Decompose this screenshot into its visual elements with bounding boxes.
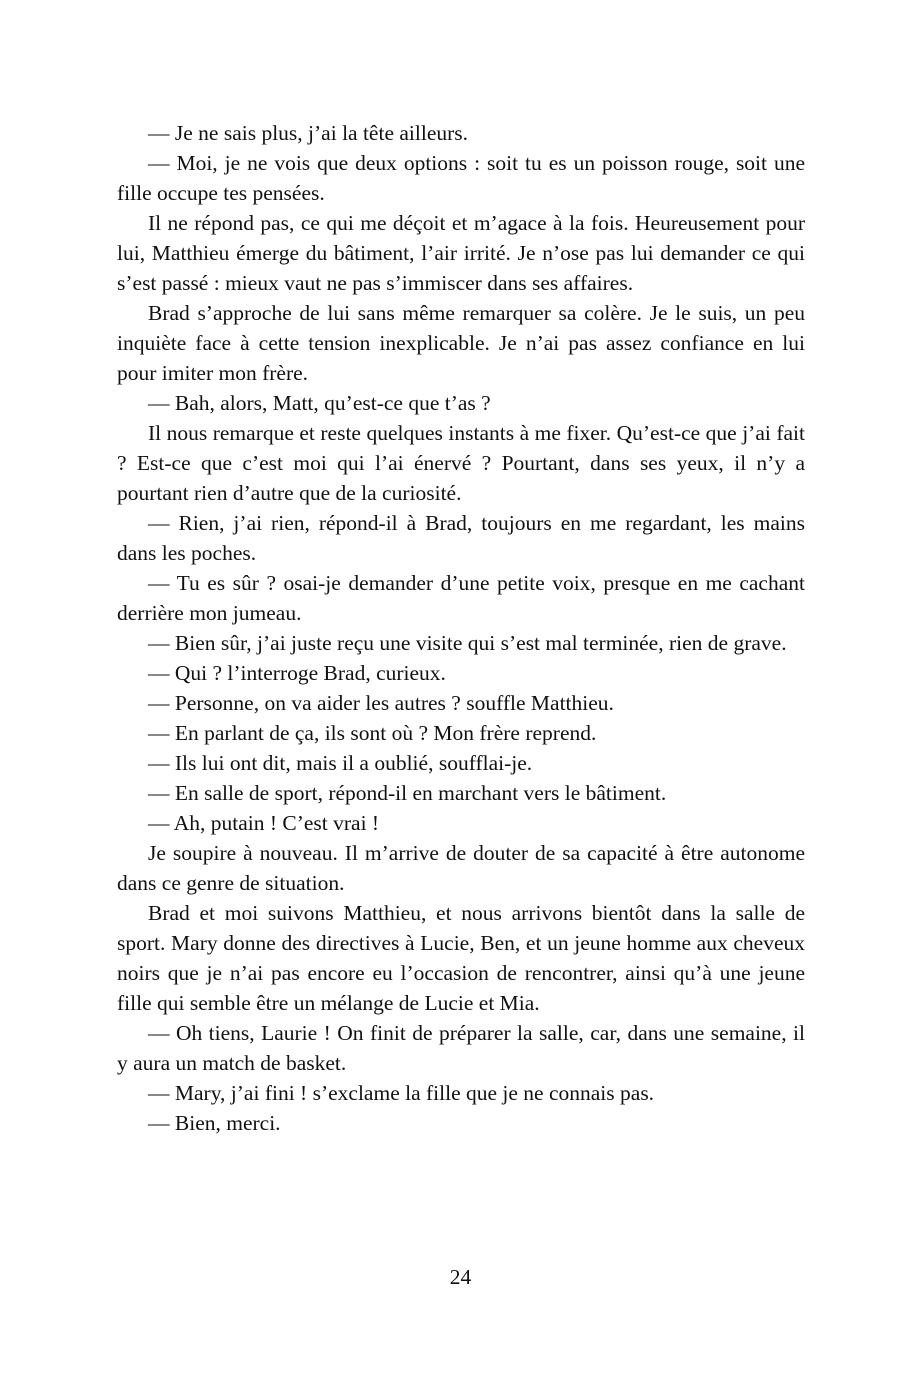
paragraph: — Je ne sais plus, j’ai la tête ailleurs.: [148, 121, 469, 145]
page-body: [117, 118, 805, 1138]
paragraph: — En parlant de ça, ils sont où ? Mon frère reprend.: [148, 721, 597, 745]
page-number: 24: [449, 1265, 472, 1289]
paragraph: — Qui ? l’interroge Brad, curieux.: [148, 661, 446, 685]
paragraph: — Bien sûr, j’ai juste reçu une visite qui s’est mal terminée, rien de grave.: [148, 631, 787, 655]
paragraph: Je soupire à nouveau. Il m’arrive de douter de sa capacité à être autonome dans ce genre de situation.: [117, 841, 805, 895]
paragraph: — Tu es sûr ? osai-je demander d’une petite voix, presque en me cachant derrière mon jumeau.: [117, 571, 805, 625]
paragraph: — Mary, j’ai fini ! s’exclame la fille que je ne connais pas.: [148, 1081, 655, 1105]
paragraph: — Ah, putain ! C’est vrai !: [148, 811, 380, 835]
paragraph: — Rien, j’ai rien, répond-il à Brad, toujours en me regardant, les mains dans les poches.: [117, 511, 805, 565]
paragraph: — Personne, on va aider les autres ? souffle Matthieu.: [148, 691, 614, 715]
paragraph: — Moi, je ne vois que deux options : soit tu es un poisson rouge, soit une fille occupe tes pensées.: [117, 151, 805, 205]
paragraph: — En salle de sport, répond-il en marchant vers le bâtiment.: [148, 781, 667, 805]
paragraph: — Ils lui ont dit, mais il a oublié, soufflai-je.: [148, 751, 533, 775]
paragraph: — Bien, merci.: [148, 1111, 281, 1135]
paragraph: Il nous remarque et reste quelques instants à me fixer. Qu’est-ce que j’ai fait ? Est-ce que c’est moi qui l’ai énervé ? Pourtant, dans ses yeux, il n’y a pourtant rien d’autre que de la curiosité.: [117, 421, 805, 505]
paragraph: Brad s’approche de lui sans même remarquer sa colère. Je le suis, un peu inquiète face à cette tension inexplicable. Je n’ai pas assez confiance en lui pour imiter mon frère.: [117, 301, 805, 385]
paragraph: Il ne répond pas, ce qui me déçoit et m’agace à la fois. Heureusement pour lui, Matthieu émerge du bâtiment, l’air irrité. Je n’ose pas lui demander ce qui s’est passé : mieux vaut ne pas s’immiscer dans ses affaires.: [117, 211, 805, 295]
paragraph: Brad et moi suivons Matthieu, et nous arrivons bientôt dans la salle de sport. Mary donne des directives à Lucie, Ben, et un jeune homme aux cheveux noirs que je n’ai pas encore eu l’occasion de rencontrer, ainsi qu’à une jeune fille qui semble être un mélange de Lucie et Mia.: [117, 901, 805, 1015]
paragraph: — Oh tiens, Laurie ! On finit de préparer la salle, car, dans une semaine, il y aura un match de basket.: [117, 1021, 805, 1075]
paragraph: — Bah, alors, Matt, qu’est-ce que t’as ?: [148, 391, 491, 415]
